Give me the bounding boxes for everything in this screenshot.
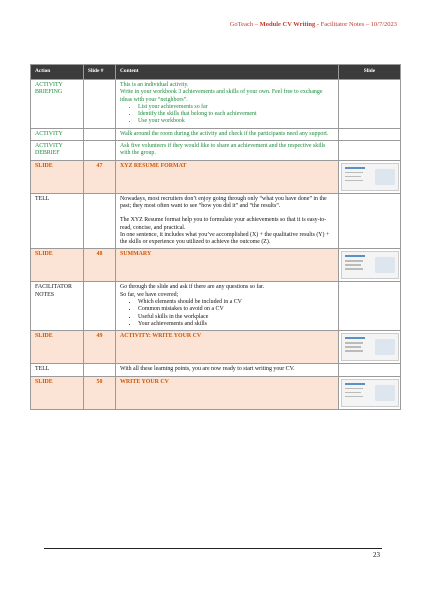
table-row (31, 193, 401, 249)
row-slide-number: 50 (84, 376, 116, 409)
row-slide-number (84, 364, 116, 376)
row-slide-number (84, 128, 116, 140)
content-paragraph: The XYZ Resume format help you to formulate your achievements so that it is easy-to-read, concise, and practical. (120, 217, 327, 231)
table-body (31, 80, 401, 410)
row-slide-cell (339, 282, 401, 331)
slide-48-thumbnail (341, 251, 399, 279)
row-content (116, 128, 339, 140)
content-line: Go through the slide and ask if there are any questions so far. (120, 284, 265, 291)
row-slide-cell (339, 141, 401, 161)
row-slide-title: SUMMARY (116, 249, 339, 282)
table-row (31, 331, 401, 364)
list-item: • Common mistakes to avoid on a CV (138, 306, 334, 313)
page-number: 23 (373, 551, 380, 559)
table-row (31, 364, 401, 376)
row-action: ACTIVITY DEBRIEF (31, 141, 84, 161)
row-slide-thumb-cell (339, 376, 401, 409)
table-row (31, 376, 401, 409)
row-slide-number (84, 141, 116, 161)
header-module: Module CV Writing (259, 21, 316, 28)
list-item: • List your achievements so far (138, 104, 334, 111)
row-content (116, 282, 339, 331)
table-row (31, 249, 401, 282)
table-header-row (31, 65, 401, 80)
col-header-action: Action (31, 65, 84, 80)
row-content (116, 364, 339, 376)
row-action: ACTIVITY BRIEFING (31, 80, 84, 129)
page-header (230, 21, 397, 28)
row-action: SLIDE (31, 249, 84, 282)
row-content (116, 141, 339, 161)
header-separator: – (253, 21, 260, 28)
row-action: TELL (31, 193, 84, 249)
row-slide-thumb-cell (339, 160, 401, 193)
row-slide-thumb-cell (339, 331, 401, 364)
slide-50-thumbnail (341, 379, 399, 407)
row-slide-number (84, 193, 116, 249)
content-paragraph: In one sentence, it includes what you’ve accomplished (X) + the qualitative results (Y) + the skills or experience you utilized to achieve the outcome (Z). (120, 231, 330, 246)
content-bullet-list (120, 299, 334, 328)
facilitator-table (30, 64, 401, 410)
row-action: FACILITATOR NOTES (31, 282, 84, 331)
content-line: Write in your workbook 3 achievements and skills of your own. Feel free to exchange ideas with your “neighbors”. (120, 89, 323, 103)
row-slide-number (84, 282, 116, 331)
slide-49-thumbnail (341, 333, 399, 361)
table-row (31, 282, 401, 331)
row-content (116, 193, 339, 249)
row-action: SLIDE (31, 331, 84, 364)
row-slide-cell (339, 80, 401, 129)
row-content (116, 80, 339, 129)
header-rest: - Facilitator Notes – 10/7/2023 (315, 21, 397, 28)
table-row (31, 141, 401, 161)
content-line: So far, we have covered; (120, 291, 179, 298)
table-row (31, 160, 401, 193)
row-slide-title: XYZ RESUME FORMAT (116, 160, 339, 193)
row-slide-title: WRITE YOUR CV (116, 376, 339, 409)
list-item: • Which elements should be included in a CV (138, 299, 334, 306)
list-item: • Your achievements and skills (138, 321, 334, 328)
row-action: TELL (31, 364, 84, 376)
row-slide-title: ACTIVITY: WRITE YOUR CV (116, 331, 339, 364)
content-line: This is an individual activity. (120, 82, 189, 88)
content-bullet-list (120, 104, 334, 126)
col-header-slide: Slide (339, 65, 401, 80)
row-slide-cell (339, 128, 401, 140)
content-paragraph: Nowadays, most recruiters don’t enjoy going through only “what you have done” in the past; they most often want to see “how you did it” and “the results”. (120, 195, 327, 209)
content-paragraph: With all these learning points, you are now ready to start writing your CV. (120, 366, 295, 373)
col-header-content: Content (116, 65, 339, 80)
content-line: Walk around the room during the activity and check if the participants need any support. (120, 130, 329, 137)
col-header-slide-number: Slide # (84, 65, 116, 80)
row-slide-number: 49 (84, 331, 116, 364)
row-slide-thumb-cell (339, 249, 401, 282)
list-item: • Use your workbook (138, 118, 334, 125)
table-row (31, 80, 401, 129)
row-action: ACTIVITY (31, 128, 84, 140)
row-slide-cell (339, 193, 401, 249)
row-slide-number: 47 (84, 160, 116, 193)
row-slide-number: 48 (84, 249, 116, 282)
slide-47-thumbnail (341, 163, 399, 191)
row-action: SLIDE (31, 376, 84, 409)
list-item: • Identify the skills that belong to each achievement (138, 111, 334, 118)
row-action: SLIDE (31, 160, 84, 193)
content-line: Ask five volunteers if they would like to share an achievement and the respective skills with the group. (120, 143, 326, 157)
row-slide-cell (339, 364, 401, 376)
list-item: • Useful skills in the workplace (138, 314, 334, 321)
header-org: GoTeach (229, 21, 254, 28)
table-row (31, 128, 401, 140)
footer-divider (44, 548, 382, 549)
row-slide-number (84, 80, 116, 129)
